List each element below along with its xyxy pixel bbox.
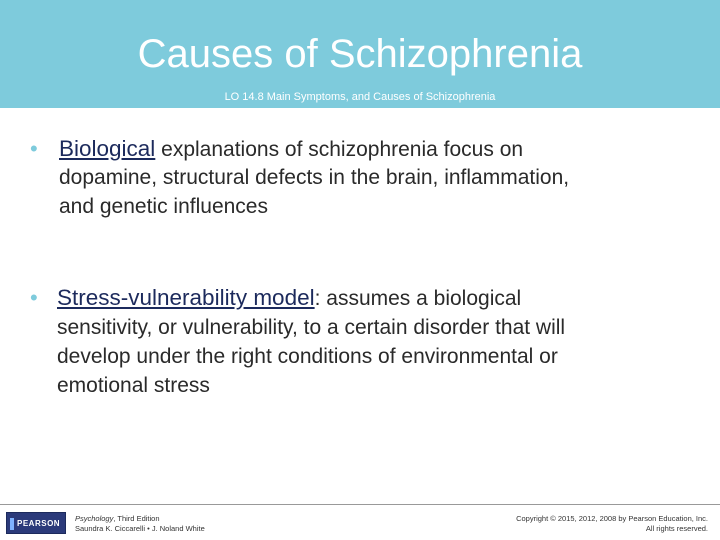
bullet-1-line-3: and genetic influences: [59, 195, 268, 218]
slide-title: Causes of Schizophrenia: [137, 32, 583, 76]
book-edition: , Third Edition: [113, 514, 160, 523]
copyright-notice: [516, 514, 708, 534]
bullet-1-text: explanations of schizophrenia focus on: [155, 138, 524, 161]
book-title-line: [75, 514, 205, 524]
rights-line: All rights reserved.: [645, 524, 708, 533]
bullet-1-line-2: dopamine, structural defects in the brain, inflammation,: [59, 166, 570, 189]
bullet-2-first-line: [57, 284, 521, 313]
title-banner: [0, 0, 720, 108]
book-title: Psychology: [75, 514, 114, 523]
bullet-marker: •: [30, 285, 38, 310]
bullet-2-term: Stress-vulnerability model: [57, 285, 315, 310]
bullet-2-text: : assumes a biological: [314, 287, 522, 310]
book-citation: [75, 514, 205, 534]
bullet-2-line-2: sensitivity, or vulnerability, to a certain disorder that will: [57, 316, 566, 339]
bullet-2-line-4: emotional stress: [57, 374, 210, 397]
bullet-marker: •: [30, 136, 38, 161]
copyright-line: Copyright © 2015, 2012, 2008 by Pearson Education, Inc.: [516, 514, 708, 523]
logo-text: PEARSON: [17, 519, 61, 528]
bullet-2-line-3: develop under the right conditions of environmental or: [57, 345, 558, 368]
book-authors: Saundra K. Ciccarelli • J. Noland White: [75, 524, 205, 533]
logo-mark: [10, 518, 14, 530]
pearson-logo: [6, 512, 66, 534]
footer-divider: [0, 504, 720, 505]
learning-objective-subtitle: LO 14.8 Main Symptoms, and Causes of Schizophrenia: [224, 91, 496, 103]
bullet-1-term: Biological: [59, 136, 156, 161]
bullet-1-first-line: [59, 135, 523, 164]
